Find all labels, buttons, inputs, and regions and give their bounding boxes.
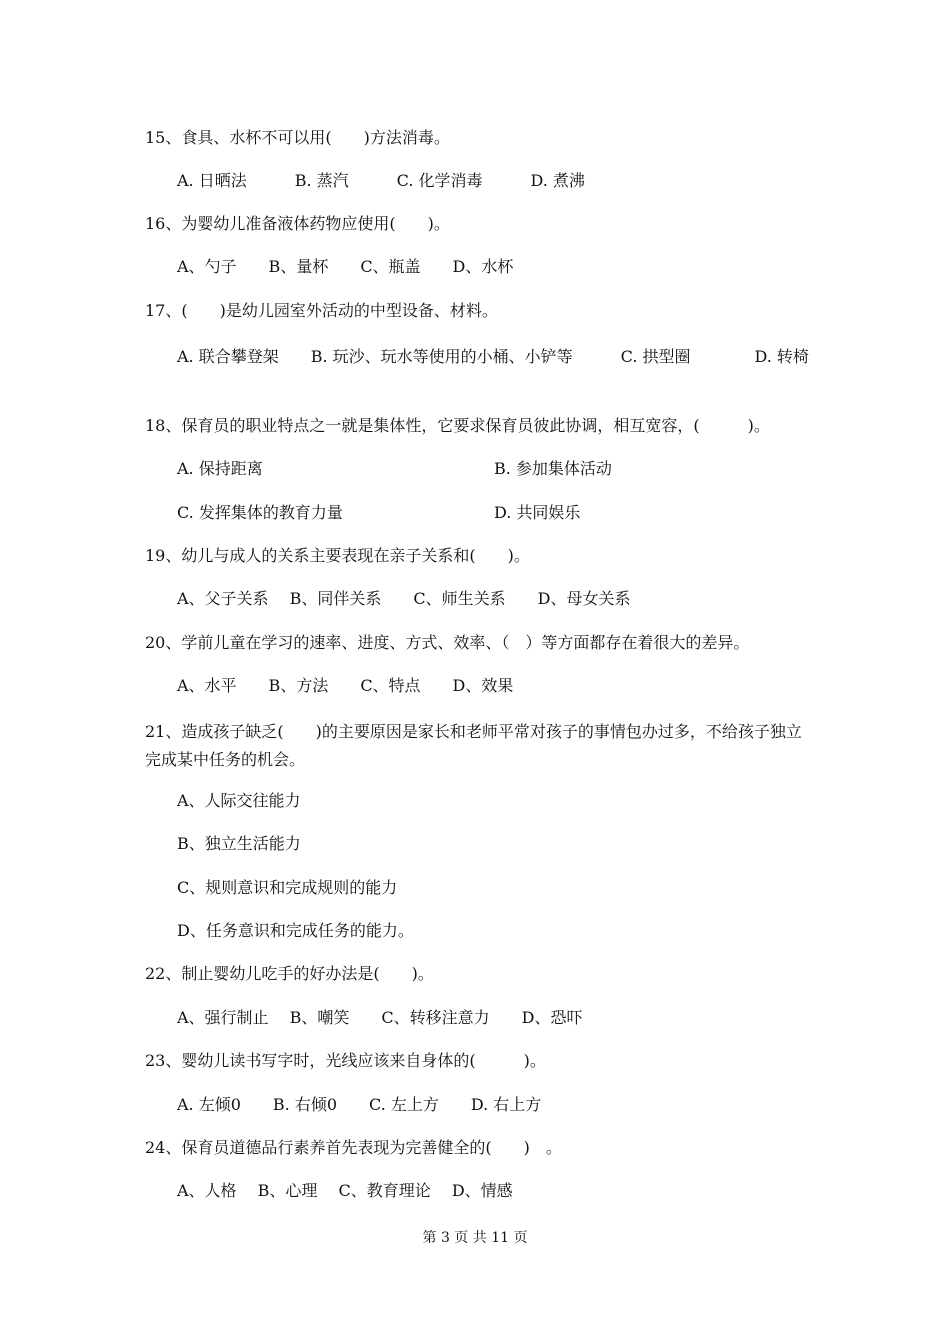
- question-20: 20、学前儿童在学习的速率、进度、方式、效率、（ ）等方面都存在着很大的差异。: [145, 633, 750, 652]
- question-22: 22、制止婴幼儿吃手的好办法是( )。: [145, 964, 434, 983]
- question-23-options: A. 左倾0 B. 右倾0 C. 左上方 D. 右上方: [177, 1095, 542, 1114]
- question-18-option-b: B. 参加集体活动: [494, 459, 612, 478]
- question-18-option-c: C. 发挥集体的教育力量: [177, 503, 343, 522]
- question-19: 19、幼儿与成人的关系主要表现在亲子关系和( )。: [145, 546, 530, 565]
- question-22-options: A、强行制止 B、嘲笑 C、转移注意力 D、恐吓: [177, 1008, 583, 1027]
- question-15: 15、食具、水杯不可以用( )方法消毒。: [145, 128, 450, 147]
- question-24-options: A、人格 B、心理 C、教育理论 D、情感: [177, 1181, 513, 1200]
- question-18: 18、保育员的职业特点之一就是集体性，它要求保育员彼此协调，相互宽容，( )。: [145, 416, 770, 435]
- question-16: 16、为婴幼儿准备液体药物应使用( )。: [145, 214, 450, 233]
- question-23: 23、婴幼儿读书写字时，光线应该来自身体的( )。: [145, 1051, 546, 1070]
- question-21: 21、造成孩子缺乏( )的主要原因是家长和老师平常对孩子的事情包办过多，不给孩子独立完成某中任务的机会。: [145, 722, 802, 769]
- page-number-footer: 第 3 页 共 11 页: [422, 1230, 528, 1246]
- question-18-option-a: A. 保持距离: [177, 459, 263, 478]
- question-24: 24、保育员道德品行素养首先表现为完善健全的( ) 。: [145, 1138, 562, 1157]
- question-21-option-a: A、人际交往能力: [177, 791, 301, 810]
- question-17-options: A. 联合攀登架 B. 玩沙、玩水等使用的小桶、小铲等 C. 拱型圈 D. 转椅: [177, 347, 809, 366]
- question-16-options: A、勺子 B、量杯 C、瓶盖 D、水杯: [177, 257, 514, 276]
- question-18-option-d: D. 共同娱乐: [494, 503, 581, 522]
- question-20-options: A、水平 B、方法 C、特点 D、效果: [177, 676, 514, 695]
- question-21-option-d: D、任务意识和完成任务的能力。: [177, 921, 414, 940]
- question-17: 17、( )是幼儿园室外活动的中型设备、材料。: [145, 301, 498, 320]
- question-21-option-c: C、规则意识和完成规则的能力: [177, 878, 398, 897]
- question-15-options: A. 日晒法 B. 蒸汽 C. 化学消毒 D. 煮沸: [177, 171, 585, 190]
- question-21-option-b: B、独立生活能力: [177, 834, 301, 853]
- question-19-options: A、父子关系 B、同伴关系 C、师生关系 D、母女关系: [177, 589, 631, 608]
